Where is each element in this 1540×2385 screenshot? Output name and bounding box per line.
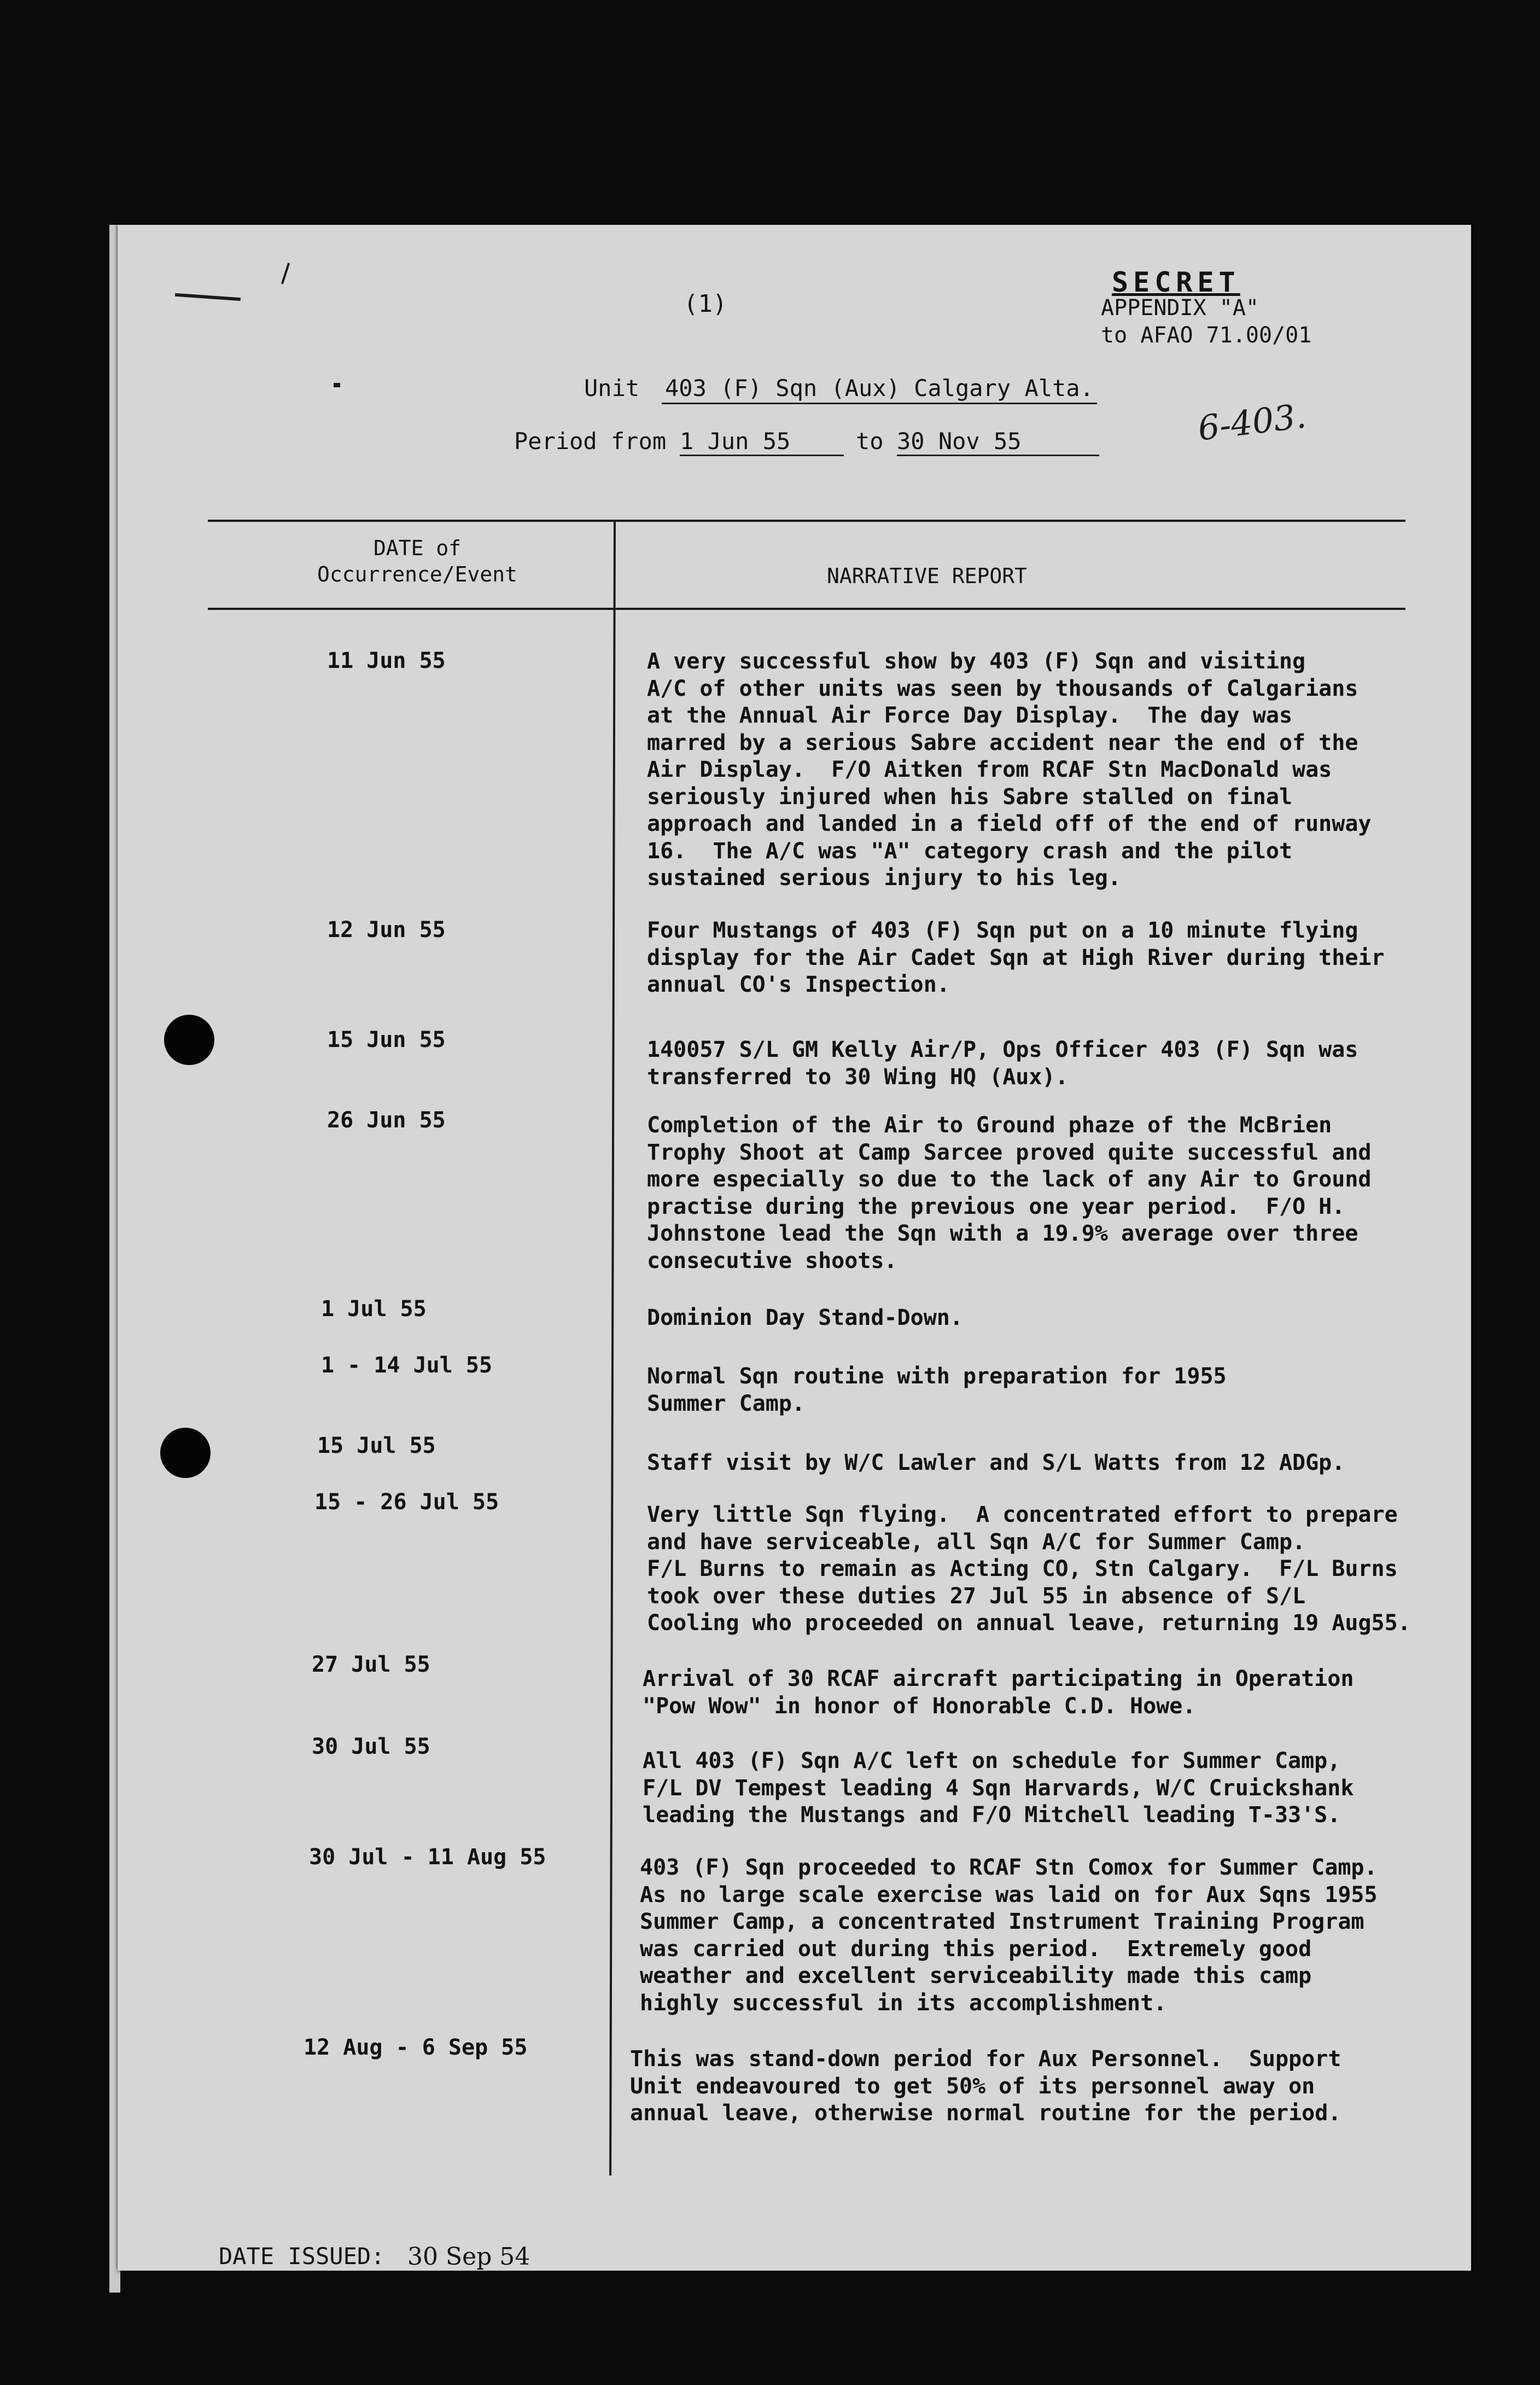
date-column-header-line1: DATE of [373,536,462,560]
entry-date: 15 - 26 Jul 55 [314,1490,499,1515]
entry-narrative: Four Mustangs of 403 (F) Sqn put on a 10 minute flying display for the Air Cadet Sqn at High River during their annual CO's Inspection. [647,918,1385,997]
reference-label: to AFAO 71.00/01 [1101,323,1312,348]
classification-label: SECRET [1112,266,1240,298]
entry-narrative: 403 (F) Sqn proceeded to RCAF Stn Comox for Summer Camp. As no large scale exercise was laid on for Aux Sqns 1955 Summer Camp, a concentrated Instrument Training Program was carried out during this period. Extremely good weather and excellent serviceability made this camp highly successful in its accomplishment. [640,1855,1378,2016]
period-to: 30 Nov 55 [897,428,1099,456]
entry-narrative: Normal Sqn routine with preparation for 1955 Summer Camp. [647,1364,1227,1416]
period-from: 1 Jun 55 [680,428,844,456]
entry-narrative: Very little Sqn flying. A concentrated effort to prepare and have serviceable, all Sqn A/C for Summer Camp. F/L Burns to remain as Acting CO, Stn Calgary. F/L Burns took over these duties 27 Jul 55 in absence of S/L Cooling who proceeded on annual leave, returning 19 Aug55. [647,1502,1411,1636]
entry-narrative: Staff visit by W/C Lawler and S/L Watts from 12 ADGp. [647,1450,1345,1475]
date-column-header-line2: Occurrence/Event [317,562,518,586]
entry-date: 30 Jul 55 [312,1734,430,1759]
unit-label: Unit [584,375,640,402]
entry-narrative: A very successful show by 403 (F) Sqn and visiting A/C of other units was seen by thousands of Calgarians at the Annual Air Force Day Display. The day was marred by a serious Sabre accident near the end of the Air Display. F/O Aitken from RCAF Stn MacDonald was seriously injured when his Sabre stalled on final approach and landed in a field off of the end of runway 16. The A/C was "A" category crash and the pilot sustained serious injury to his leg. [647,649,1372,891]
entry-date: 12 Jun 55 [327,917,446,943]
entry-date: 27 Jul 55 [312,1652,430,1677]
entry-date: 1 Jul 55 [321,1296,427,1322]
entry-date: 26 Jun 55 [327,1108,446,1133]
date-issued-label: DATE ISSUED: [219,2243,385,2270]
entry-narrative: All 403 (F) Sqn A/C left on schedule for Summer Camp, F/L DV Tempest leading 4 Sqn Harvards, W/C Cruickshank leading the Mustangs and F/O Mitchell leading T-33'S. [643,1748,1354,1828]
stray-mark [334,383,340,387]
entry-date: 30 Jul - 11 Aug 55 [309,1845,546,1870]
entry-narrative: Completion of the Air to Ground phaze of the McBrien Trophy Shoot at Camp Sarcee proved quite successful and more especially so due to the lack of any Air to Ground practise during the previous one year period. F/O H. Johnstone lead the Sqn with a 19.9% average over three consecutive shoots. [647,1113,1372,1273]
date-column-header [317,535,517,587]
entry-narrative: This was stand-down period for Aux Personnel. Support Unit endeavoured to get 50% of its personnel away on annual leave, otherwise normal routine for the period. [630,2046,1341,2126]
unit-value: 403 (F) Sqn (Aux) Calgary Alta. [662,375,1097,404]
handwritten-file-note: 6-403. [1195,395,1309,449]
table-top-rule [208,520,1405,522]
punch-hole-upper [164,1015,214,1065]
narrative-column-header: NARRATIVE REPORT [827,564,1028,588]
entry-narrative: 140057 S/L GM Kelly Air/P, Ops Officer 403 (F) Sqn was transferred to 30 Wing HQ (Aux). [647,1037,1358,1090]
page-number: (1) [684,290,727,318]
table-header-rule [208,608,1405,610]
period-label: Period from [514,428,667,455]
entry-narrative: Arrival of 30 RCAF aircraft participating in Operation "Pow Wow" in honor of Honorable C.D. Howe. [643,1666,1354,1719]
date-issued-value: 30 Sep 54 [407,2243,530,2271]
entry-date: 12 Aug - 6 Sep 55 [304,2035,528,2060]
entry-date: 11 Jun 55 [327,648,446,673]
period-to-label: to [856,428,884,455]
entry-date: 15 Jun 55 [327,1027,446,1052]
entry-date: 15 Jul 55 [317,1433,436,1458]
entry-date: 1 - 14 Jul 55 [321,1353,493,1378]
appendix-label: APPENDIX "A" [1101,295,1259,321]
entry-narrative: Dominion Day Stand-Down. [647,1305,963,1330]
punch-hole-lower [160,1428,211,1478]
